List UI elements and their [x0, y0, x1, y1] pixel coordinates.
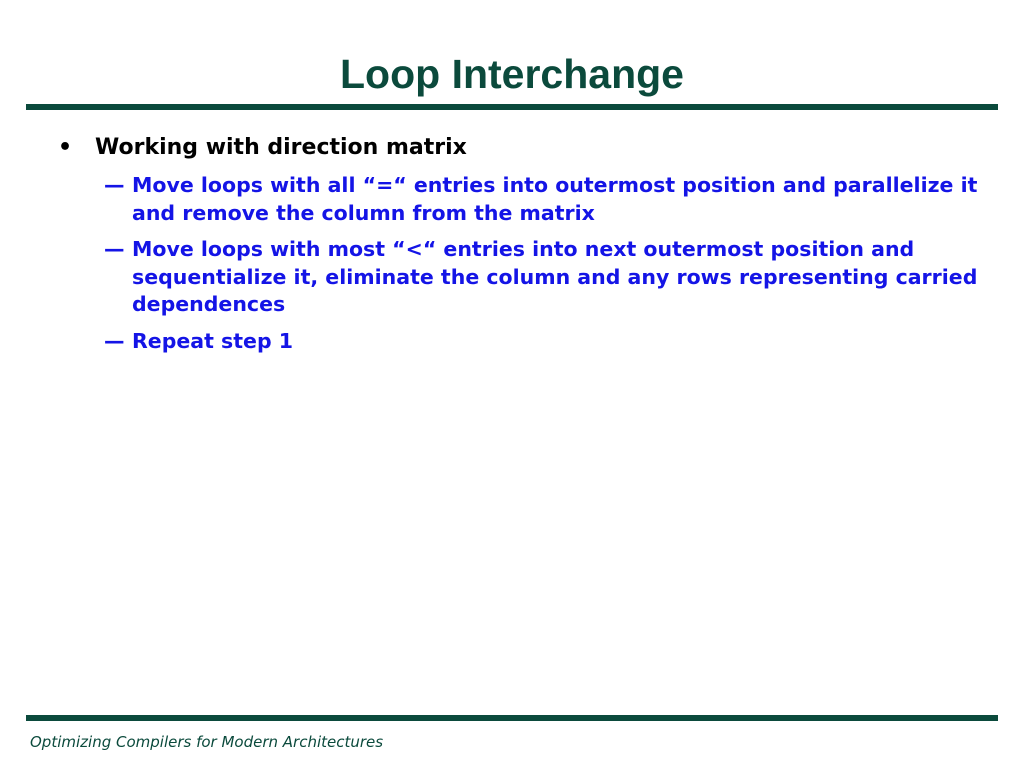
sub-bullet-text: Move loops with most “<“ entries into next outermost position and sequentialize it, eliminate the column and any rows representing carried dependences [132, 237, 978, 316]
footer-text: Optimizing Compilers for Modern Architectures [30, 733, 384, 751]
dash-icon: — [104, 237, 125, 261]
dash-icon: — [104, 173, 125, 197]
sub-bullet-item [104, 236, 984, 319]
sub-bullet-item [104, 328, 984, 356]
footer-divider [26, 715, 998, 721]
sub-bullet-item [104, 172, 984, 227]
slide-title: Loop Interchange [340, 51, 684, 97]
dash-icon: — [104, 329, 125, 353]
bullet-text: Working with direction matrix [95, 135, 467, 160]
sub-bullet-text: Repeat step 1 [132, 329, 294, 353]
bullet-dot-icon: • [58, 135, 73, 160]
sub-bullet-text: Move loops with all “=“ entries into outermost position and parallelize it and remove the column from the matrix [132, 173, 978, 225]
